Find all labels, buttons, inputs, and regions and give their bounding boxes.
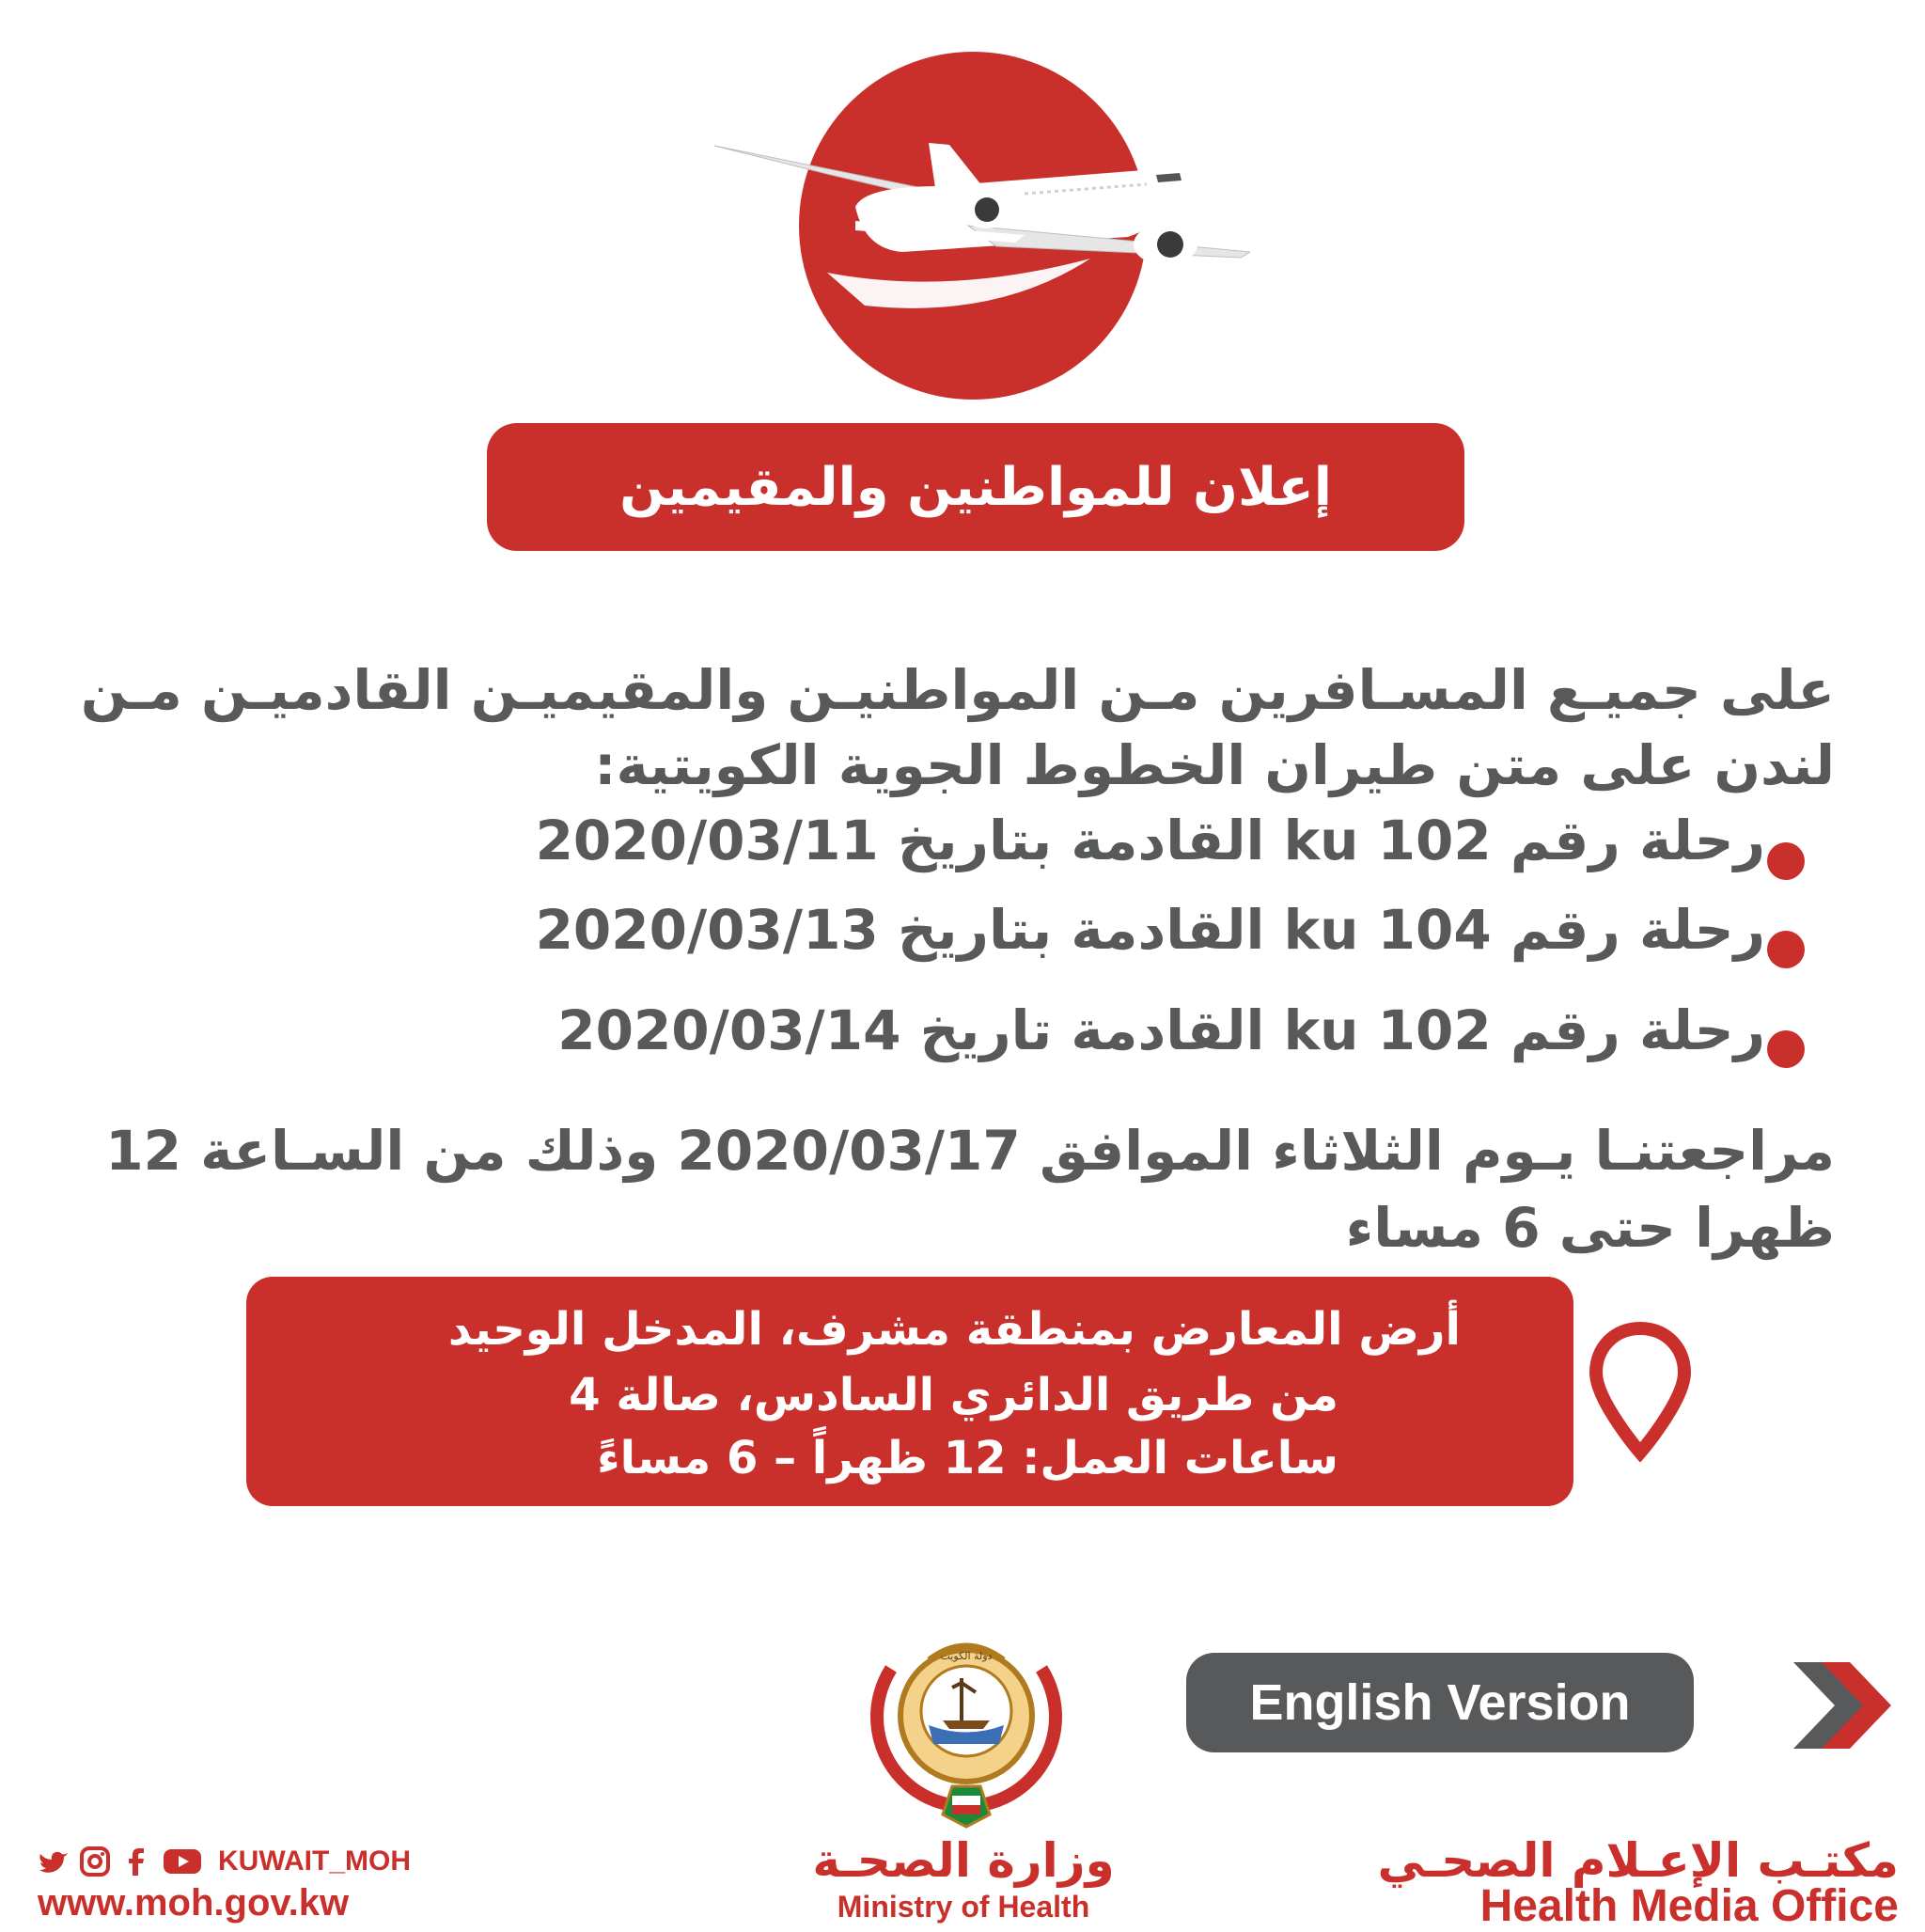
- social-handle[interactable]: KUWAIT_MOH: [218, 1846, 411, 1877]
- ministry-english-name: Ministry of Health: [837, 1890, 1090, 1924]
- headline-text: إعلان للمواطنين والمقيمين: [619, 456, 1332, 518]
- bullet-icon: [1767, 1030, 1805, 1068]
- airplane-icon: [714, 132, 1250, 320]
- bullet-icon: [1767, 931, 1805, 968]
- media-office-english: Health Media Office: [1479, 1881, 1899, 1931]
- website-link[interactable]: www.moh.gov.kw: [38, 1882, 350, 1924]
- youtube-icon[interactable]: [162, 1846, 203, 1877]
- review-line-2: ظهرا حتى 6 مساء: [1345, 1196, 1835, 1260]
- english-version-label: English Version: [1249, 1674, 1631, 1731]
- english-version-button[interactable]: [1186, 1653, 1694, 1752]
- review-line-1: مراجعتنـا يـوم الثلاثاء الموافق 2020/03/17 وذلك من السـاعة 12: [105, 1119, 1835, 1183]
- emblem-text: دولة الكويت: [940, 1650, 993, 1662]
- flight-item-3: رحلة رقم ku 102 القادمة تاريخ 2020/03/14: [557, 998, 1765, 1062]
- location-line-3: ساعات العمل: 12 ظهراً – 6 مساءً: [597, 1432, 1338, 1484]
- instagram-icon[interactable]: [79, 1846, 111, 1877]
- intro-line-1: على جميـع المسـافرين مـن المواطنيـن والمقيميـن القادميـن مـن: [80, 658, 1835, 722]
- twitter-icon[interactable]: [38, 1846, 70, 1877]
- bullet-icon: [1767, 842, 1805, 880]
- announcement-banner: [487, 423, 1464, 551]
- kuwait-emblem-icon: [863, 1612, 1070, 1838]
- media-office-arabic: مكتـب الإعـلام الصحـي: [1377, 1833, 1899, 1888]
- flight-item-2: رحلة رقم ku 104 القادمة بتاريخ 2020/03/13: [535, 898, 1765, 962]
- ministry-arabic-name: وزارة الصحـة: [812, 1833, 1115, 1888]
- flight-item-1: رحلة رقم ku 102 القادمة بتاريخ 2020/03/11: [535, 809, 1765, 872]
- social-links: [38, 1845, 411, 1878]
- facebook-icon[interactable]: [120, 1846, 152, 1877]
- location-line-1: أرض المعارض بمنطقة مشرف، المدخل الوحيد: [447, 1303, 1461, 1356]
- location-box: [246, 1277, 1573, 1506]
- chevron-right-icon[interactable]: [1786, 1655, 1899, 1756]
- location-pin-icon: [1589, 1321, 1692, 1462]
- intro-line-2: لندن على متن طيران الخطوط الجوية الكويتية:: [594, 733, 1835, 797]
- location-line-2: من طريق الدائري السادس، صالة 4: [569, 1369, 1338, 1422]
